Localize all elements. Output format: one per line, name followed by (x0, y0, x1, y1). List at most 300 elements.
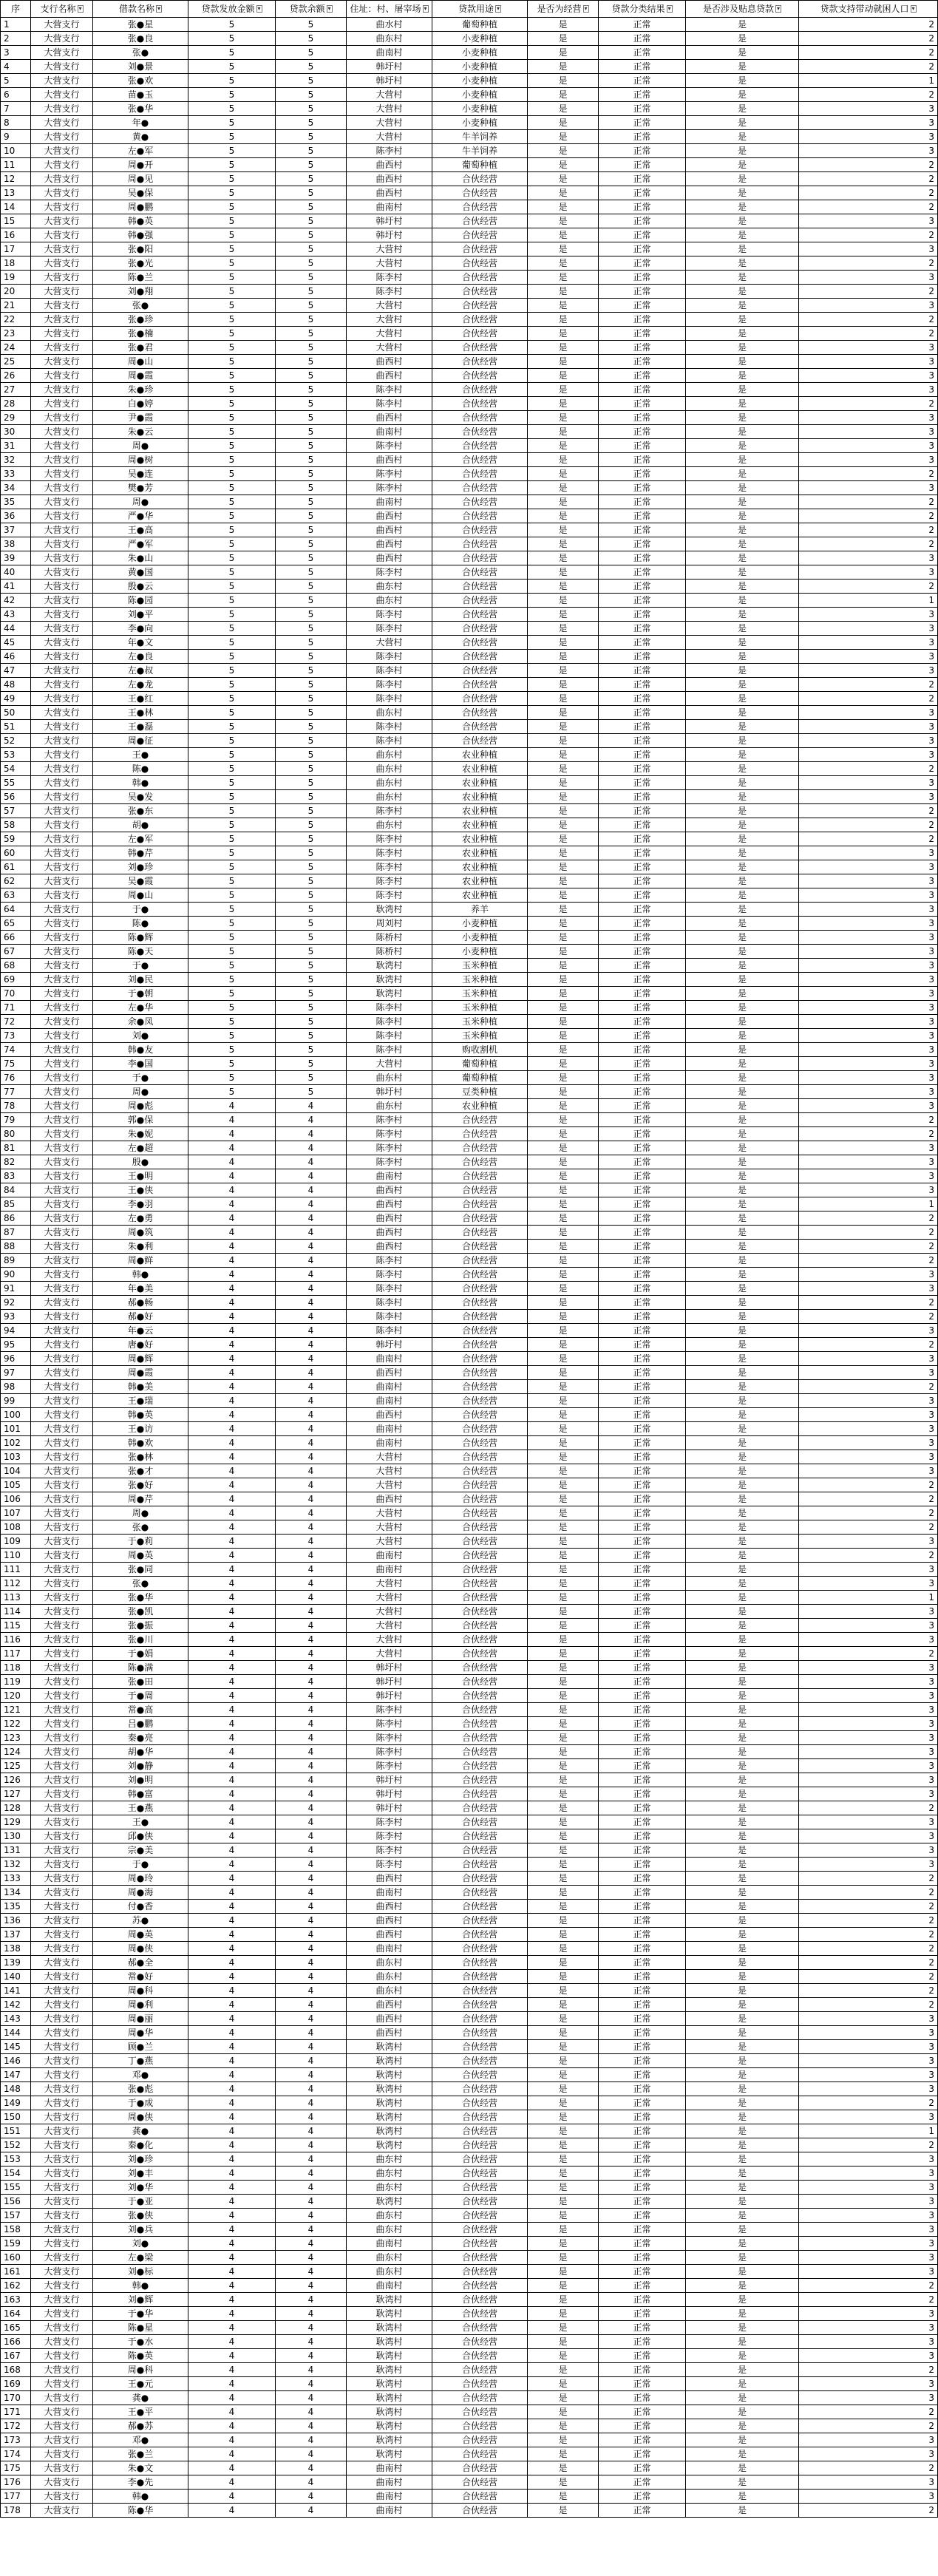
is-business-cell[interactable]: 是 (528, 1071, 599, 1085)
loan-purpose-cell[interactable]: 合伙经营 (432, 2279, 528, 2293)
row-index-cell[interactable]: 150 (1, 2110, 31, 2124)
row-index-cell[interactable]: 71 (1, 1001, 31, 1015)
is-business-cell[interactable]: 是 (528, 551, 599, 565)
row-index-cell[interactable]: 146 (1, 2054, 31, 2068)
is-business-cell[interactable]: 是 (528, 1970, 599, 1984)
loan-amount-cell[interactable]: 5 (188, 74, 276, 88)
loan-balance-cell[interactable]: 5 (276, 1071, 347, 1085)
is-business-cell[interactable]: 是 (528, 1703, 599, 1717)
classification-cell[interactable]: 正常 (599, 565, 686, 580)
borrower-name-cell[interactable]: 陈●辉 (93, 931, 188, 945)
loan-balance-cell[interactable]: 4 (276, 1197, 347, 1211)
loan-balance-cell[interactable]: 4 (276, 1731, 347, 1745)
row-index-cell[interactable]: 107 (1, 1506, 31, 1520)
loan-balance-cell[interactable]: 4 (276, 1605, 347, 1619)
is-business-cell[interactable]: 是 (528, 594, 599, 608)
borrower-name-cell[interactable]: 张●华 (93, 1591, 188, 1605)
is-business-cell[interactable]: 是 (528, 664, 599, 678)
poverty-count-cell[interactable]: 2 (799, 285, 938, 299)
is-subsidized-cell[interactable]: 是 (686, 1211, 799, 1226)
is-business-cell[interactable]: 是 (528, 650, 599, 664)
branch-name-cell[interactable]: 大营支行 (31, 2490, 93, 2504)
village-cell[interactable]: 陈李村 (347, 1282, 432, 1296)
borrower-name-cell[interactable]: 龚● (93, 2124, 188, 2138)
loan-purpose-cell[interactable]: 合伙经营 (432, 2195, 528, 2209)
loan-balance-cell[interactable]: 5 (276, 664, 347, 678)
branch-name-cell[interactable]: 大营支行 (31, 565, 93, 580)
row-index-cell[interactable]: 133 (1, 1872, 31, 1886)
loan-balance-cell[interactable]: 4 (276, 1127, 347, 1141)
village-cell[interactable]: 耿湾村 (347, 2096, 432, 2110)
loan-amount-cell[interactable]: 5 (188, 88, 276, 102)
poverty-count-cell[interactable]: 3 (799, 242, 938, 256)
village-cell[interactable]: 曲南村 (347, 2461, 432, 2475)
is-subsidized-cell[interactable]: 是 (686, 1352, 799, 1366)
classification-cell[interactable]: 正常 (599, 313, 686, 327)
loan-amount-cell[interactable]: 4 (188, 2195, 276, 2209)
is-business-cell[interactable]: 是 (528, 565, 599, 580)
is-business-cell[interactable]: 是 (528, 172, 599, 186)
classification-cell[interactable]: 正常 (599, 818, 686, 832)
loan-amount-cell[interactable]: 5 (188, 397, 276, 411)
village-cell[interactable]: 大营村 (347, 256, 432, 271)
classification-cell[interactable]: 正常 (599, 481, 686, 495)
loan-amount-cell[interactable]: 5 (188, 551, 276, 565)
classification-cell[interactable]: 正常 (599, 692, 686, 706)
branch-name-cell[interactable]: 大营支行 (31, 706, 93, 720)
loan-purpose-cell[interactable]: 合伙经营 (432, 1886, 528, 1900)
loan-purpose-cell[interactable]: 合伙经营 (432, 1942, 528, 1956)
poverty-count-cell[interactable]: 3 (799, 1057, 938, 1071)
borrower-name-cell[interactable]: 吴●发 (93, 790, 188, 804)
loan-balance-cell[interactable]: 4 (276, 1858, 347, 1872)
row-index-cell[interactable]: 87 (1, 1226, 31, 1240)
loan-amount-cell[interactable]: 5 (188, 945, 276, 959)
is-subsidized-cell[interactable]: 是 (686, 2461, 799, 2475)
is-business-cell[interactable]: 是 (528, 1211, 599, 1226)
branch-name-cell[interactable]: 大营支行 (31, 2391, 93, 2405)
borrower-name-cell[interactable]: 于● (93, 959, 188, 973)
classification-cell[interactable]: 正常 (599, 790, 686, 804)
is-business-cell[interactable]: 是 (528, 439, 599, 453)
branch-name-cell[interactable]: 大营支行 (31, 46, 93, 60)
classification-cell[interactable]: 正常 (599, 762, 686, 776)
is-business-cell[interactable]: 是 (528, 2321, 599, 2335)
is-subsidized-cell[interactable]: 是 (686, 397, 799, 411)
poverty-count-cell[interactable]: 3 (799, 2335, 938, 2349)
is-business-cell[interactable]: 是 (528, 1815, 599, 1829)
branch-name-cell[interactable]: 大营支行 (31, 1282, 93, 1296)
row-index-cell[interactable]: 89 (1, 1254, 31, 1268)
is-business-cell[interactable]: 是 (528, 200, 599, 214)
is-business-cell[interactable]: 是 (528, 2405, 599, 2419)
loan-balance-cell[interactable]: 4 (276, 1464, 347, 1478)
is-subsidized-cell[interactable]: 是 (686, 1942, 799, 1956)
loan-amount-cell[interactable]: 5 (188, 1015, 276, 1029)
is-subsidized-cell[interactable]: 是 (686, 1591, 799, 1605)
row-index-cell[interactable]: 9 (1, 130, 31, 144)
branch-name-cell[interactable]: 大营支行 (31, 1689, 93, 1703)
is-subsidized-cell[interactable]: 是 (686, 439, 799, 453)
poverty-count-cell[interactable]: 3 (799, 931, 938, 945)
village-cell[interactable]: 韩圩村 (347, 214, 432, 228)
village-cell[interactable]: 陈李村 (347, 1310, 432, 1324)
branch-name-cell[interactable]: 大营支行 (31, 2181, 93, 2195)
borrower-name-cell[interactable]: 刘●静 (93, 1759, 188, 1773)
loan-amount-cell[interactable]: 5 (188, 636, 276, 650)
branch-name-cell[interactable]: 大营支行 (31, 1183, 93, 1197)
loan-purpose-cell[interactable]: 合伙经营 (432, 692, 528, 706)
classification-cell[interactable]: 正常 (599, 1240, 686, 1254)
poverty-count-cell[interactable]: 2 (799, 1338, 938, 1352)
loan-purpose-cell[interactable]: 合伙经营 (432, 636, 528, 650)
loan-balance-cell[interactable]: 4 (276, 1745, 347, 1759)
loan-purpose-cell[interactable]: 合伙经营 (432, 2124, 528, 2138)
is-business-cell[interactable]: 是 (528, 467, 599, 481)
loan-purpose-cell[interactable]: 合伙经营 (432, 1464, 528, 1478)
is-subsidized-cell[interactable]: 是 (686, 1268, 799, 1282)
is-subsidized-cell[interactable]: 是 (686, 1900, 799, 1914)
borrower-name-cell[interactable]: 丁●燕 (93, 2054, 188, 2068)
village-cell[interactable]: 陈李村 (347, 1745, 432, 1759)
is-subsidized-cell[interactable]: 是 (686, 1282, 799, 1296)
loan-amount-cell[interactable]: 4 (188, 1675, 276, 1689)
loan-amount-cell[interactable]: 5 (188, 18, 276, 32)
poverty-count-cell[interactable]: 3 (799, 973, 938, 987)
row-index-cell[interactable]: 178 (1, 2504, 31, 2518)
classification-cell[interactable]: 正常 (599, 1843, 686, 1858)
is-subsidized-cell[interactable]: 是 (686, 1661, 799, 1675)
poverty-count-cell[interactable]: 2 (799, 1984, 938, 1998)
is-business-cell[interactable]: 是 (528, 2012, 599, 2026)
loan-balance-cell[interactable]: 4 (276, 1563, 347, 1577)
loan-amount-cell[interactable]: 5 (188, 271, 276, 285)
classification-cell[interactable]: 正常 (599, 1183, 686, 1197)
is-subsidized-cell[interactable]: 是 (686, 832, 799, 846)
classification-cell[interactable]: 正常 (599, 2251, 686, 2265)
is-subsidized-cell[interactable]: 是 (686, 383, 799, 397)
branch-name-cell[interactable]: 大营支行 (31, 1661, 93, 1675)
row-index-cell[interactable]: 65 (1, 917, 31, 931)
loan-balance-cell[interactable]: 4 (276, 2321, 347, 2335)
is-business-cell[interactable]: 是 (528, 1464, 599, 1478)
row-index-cell[interactable]: 68 (1, 959, 31, 973)
loan-amount-cell[interactable]: 4 (188, 1296, 276, 1310)
loan-purpose-cell[interactable]: 合伙经营 (432, 523, 528, 537)
filter-dropdown-icon[interactable]: ▾ (911, 5, 915, 12)
is-business-cell[interactable]: 是 (528, 383, 599, 397)
village-cell[interactable]: 陈李村 (347, 1858, 432, 1872)
loan-balance-cell[interactable]: 5 (276, 720, 347, 734)
classification-cell[interactable]: 正常 (599, 130, 686, 144)
loan-balance-cell[interactable]: 4 (276, 1801, 347, 1815)
is-subsidized-cell[interactable]: 是 (686, 2040, 799, 2054)
row-index-cell[interactable]: 164 (1, 2307, 31, 2321)
loan-balance-cell[interactable]: 4 (276, 2012, 347, 2026)
is-business-cell[interactable]: 是 (528, 1900, 599, 1914)
is-business-cell[interactable]: 是 (528, 692, 599, 706)
loan-balance-cell[interactable]: 4 (276, 1942, 347, 1956)
loan-balance-cell[interactable]: 4 (276, 2054, 347, 2068)
is-business-cell[interactable]: 是 (528, 102, 599, 116)
poverty-count-cell[interactable]: 2 (799, 2138, 938, 2152)
classification-cell[interactable]: 正常 (599, 2321, 686, 2335)
is-business-cell[interactable]: 是 (528, 2363, 599, 2377)
borrower-name-cell[interactable]: 胡● (93, 818, 188, 832)
village-cell[interactable]: 陈李村 (347, 565, 432, 580)
borrower-name-cell[interactable]: 周●鹏 (93, 200, 188, 214)
village-cell[interactable]: 曲东村 (347, 818, 432, 832)
loan-purpose-cell[interactable]: 合伙经营 (432, 2447, 528, 2461)
classification-cell[interactable]: 正常 (599, 2335, 686, 2349)
borrower-name-cell[interactable]: 周●海 (93, 1886, 188, 1900)
is-subsidized-cell[interactable]: 是 (686, 1886, 799, 1900)
poverty-count-cell[interactable]: 2 (799, 832, 938, 846)
is-subsidized-cell[interactable]: 是 (686, 1113, 799, 1127)
row-index-cell[interactable]: 13 (1, 186, 31, 200)
borrower-name-cell[interactable]: 周●玲 (93, 1872, 188, 1886)
loan-balance-cell[interactable]: 5 (276, 88, 347, 102)
poverty-count-cell[interactable]: 2 (799, 678, 938, 692)
loan-amount-cell[interactable]: 4 (188, 1211, 276, 1226)
loan-balance-cell[interactable]: 4 (276, 2461, 347, 2475)
is-subsidized-cell[interactable]: 是 (686, 1970, 799, 1984)
loan-purpose-cell[interactable]: 合伙经营 (432, 1970, 528, 1984)
branch-name-cell[interactable]: 大营支行 (31, 299, 93, 313)
classification-cell[interactable]: 正常 (599, 2082, 686, 2096)
is-subsidized-cell[interactable]: 是 (686, 425, 799, 439)
classification-cell[interactable]: 正常 (599, 439, 686, 453)
village-cell[interactable]: 陈李村 (347, 622, 432, 636)
row-index-cell[interactable]: 175 (1, 2461, 31, 2475)
loan-balance-cell[interactable]: 4 (276, 1998, 347, 2012)
row-index-cell[interactable]: 61 (1, 860, 31, 874)
poverty-count-cell[interactable]: 2 (799, 313, 938, 327)
loan-purpose-cell[interactable]: 合伙经营 (432, 341, 528, 355)
borrower-name-cell[interactable]: 陈●满 (93, 1661, 188, 1675)
loan-purpose-cell[interactable]: 养羊 (432, 903, 528, 917)
classification-cell[interactable]: 正常 (599, 678, 686, 692)
loan-purpose-cell[interactable]: 小麦种植 (432, 917, 528, 931)
borrower-name-cell[interactable]: 吕●鹏 (93, 1717, 188, 1731)
loan-purpose-cell[interactable]: 合伙经营 (432, 1928, 528, 1942)
borrower-name-cell[interactable]: 周●山 (93, 355, 188, 369)
branch-name-cell[interactable]: 大营支行 (31, 594, 93, 608)
row-index-cell[interactable]: 124 (1, 1745, 31, 1759)
is-business-cell[interactable]: 是 (528, 411, 599, 425)
classification-cell[interactable]: 正常 (599, 2265, 686, 2279)
is-subsidized-cell[interactable]: 是 (686, 411, 799, 425)
is-business-cell[interactable]: 是 (528, 1577, 599, 1591)
is-business-cell[interactable]: 是 (528, 1099, 599, 1113)
classification-cell[interactable]: 正常 (599, 664, 686, 678)
is-subsidized-cell[interactable]: 是 (686, 214, 799, 228)
loan-purpose-cell[interactable]: 合伙经营 (432, 1914, 528, 1928)
poverty-count-cell[interactable]: 3 (799, 1703, 938, 1717)
classification-cell[interactable]: 正常 (599, 594, 686, 608)
poverty-count-cell[interactable]: 3 (799, 1759, 938, 1773)
borrower-name-cell[interactable]: 周● (93, 439, 188, 453)
loan-purpose-cell[interactable]: 合伙经营 (432, 2209, 528, 2223)
loan-amount-cell[interactable]: 5 (188, 537, 276, 551)
poverty-count-cell[interactable]: 2 (799, 1900, 938, 1914)
classification-cell[interactable]: 正常 (599, 1226, 686, 1240)
borrower-name-cell[interactable]: 刘● (93, 2237, 188, 2251)
loan-purpose-cell[interactable]: 合伙经营 (432, 1703, 528, 1717)
village-cell[interactable]: 曲南村 (347, 2504, 432, 2518)
is-business-cell[interactable]: 是 (528, 1914, 599, 1928)
row-index-cell[interactable]: 58 (1, 818, 31, 832)
branch-name-cell[interactable]: 大营支行 (31, 256, 93, 271)
loan-purpose-cell[interactable]: 合伙经营 (432, 1689, 528, 1703)
loan-amount-cell[interactable]: 5 (188, 186, 276, 200)
loan-balance-cell[interactable]: 4 (276, 1956, 347, 1970)
borrower-name-cell[interactable]: 张● (93, 46, 188, 60)
borrower-name-cell[interactable]: 陈● (93, 917, 188, 931)
loan-amount-cell[interactable]: 4 (188, 1535, 276, 1549)
loan-purpose-cell[interactable]: 合伙经营 (432, 1450, 528, 1464)
borrower-name-cell[interactable]: 郝●全 (93, 1956, 188, 1970)
classification-cell[interactable]: 正常 (599, 1858, 686, 1872)
village-cell[interactable]: 曲西村 (347, 537, 432, 551)
is-business-cell[interactable]: 是 (528, 481, 599, 495)
is-business-cell[interactable]: 是 (528, 1226, 599, 1240)
classification-cell[interactable]: 正常 (599, 2447, 686, 2461)
village-cell[interactable]: 大营村 (347, 1605, 432, 1619)
classification-cell[interactable]: 正常 (599, 917, 686, 931)
loan-purpose-cell[interactable]: 玉米种植 (432, 987, 528, 1001)
loan-balance-cell[interactable]: 5 (276, 762, 347, 776)
loan-purpose-cell[interactable]: 合伙经营 (432, 720, 528, 734)
row-index-cell[interactable]: 136 (1, 1914, 31, 1928)
is-business-cell[interactable]: 是 (528, 2167, 599, 2181)
loan-balance-cell[interactable]: 4 (276, 1268, 347, 1282)
is-business-cell[interactable]: 是 (528, 2461, 599, 2475)
is-subsidized-cell[interactable]: 是 (686, 2349, 799, 2363)
loan-purpose-cell[interactable]: 合伙经营 (432, 172, 528, 186)
poverty-count-cell[interactable]: 2 (799, 397, 938, 411)
loan-purpose-cell[interactable]: 合伙经营 (432, 1338, 528, 1352)
loan-balance-cell[interactable]: 4 (276, 2068, 347, 2082)
loan-amount-cell[interactable]: 4 (188, 2082, 276, 2096)
loan-balance-cell[interactable]: 4 (276, 1886, 347, 1900)
row-index-cell[interactable]: 23 (1, 327, 31, 341)
is-business-cell[interactable]: 是 (528, 1872, 599, 1886)
branch-name-cell[interactable]: 大营支行 (31, 1380, 93, 1394)
poverty-count-cell[interactable]: 2 (799, 2405, 938, 2419)
borrower-name-cell[interactable]: 年●文 (93, 636, 188, 650)
classification-cell[interactable]: 正常 (599, 1254, 686, 1268)
poverty-count-cell[interactable]: 2 (799, 2419, 938, 2433)
village-cell[interactable]: 韩圩村 (347, 74, 432, 88)
is-subsidized-cell[interactable]: 是 (686, 594, 799, 608)
branch-name-cell[interactable]: 大营支行 (31, 369, 93, 383)
village-cell[interactable]: 韩圩村 (347, 1085, 432, 1099)
classification-cell[interactable]: 正常 (599, 551, 686, 565)
is-business-cell[interactable]: 是 (528, 313, 599, 327)
is-subsidized-cell[interactable]: 是 (686, 1001, 799, 1015)
is-subsidized-cell[interactable]: 是 (686, 1015, 799, 1029)
loan-purpose-cell[interactable]: 合伙经营 (432, 594, 528, 608)
branch-name-cell[interactable]: 大营支行 (31, 1914, 93, 1928)
classification-cell[interactable]: 正常 (599, 748, 686, 762)
branch-name-cell[interactable]: 大营支行 (31, 1731, 93, 1745)
loan-balance-cell[interactable]: 5 (276, 622, 347, 636)
loan-purpose-cell[interactable]: 合伙经营 (432, 2504, 528, 2518)
loan-balance-cell[interactable]: 4 (276, 2237, 347, 2251)
poverty-count-cell[interactable]: 3 (799, 1155, 938, 1169)
is-subsidized-cell[interactable]: 是 (686, 2405, 799, 2419)
branch-name-cell[interactable]: 大营支行 (31, 1970, 93, 1984)
row-index-cell[interactable]: 14 (1, 200, 31, 214)
borrower-name-cell[interactable]: 韩●友 (93, 1043, 188, 1057)
poverty-count-cell[interactable]: 3 (799, 1436, 938, 1450)
branch-name-cell[interactable]: 大营支行 (31, 2082, 93, 2096)
row-index-cell[interactable]: 92 (1, 1296, 31, 1310)
is-subsidized-cell[interactable]: 是 (686, 186, 799, 200)
classification-cell[interactable]: 正常 (599, 2181, 686, 2195)
branch-name-cell[interactable]: 大营支行 (31, 1113, 93, 1127)
loan-purpose-cell[interactable]: 合伙经营 (432, 2321, 528, 2335)
loan-purpose-cell[interactable]: 合伙经营 (432, 1872, 528, 1886)
is-subsidized-cell[interactable]: 是 (686, 1563, 799, 1577)
loan-balance-cell[interactable]: 4 (276, 2082, 347, 2096)
poverty-count-cell[interactable]: 3 (799, 1324, 938, 1338)
loan-purpose-cell[interactable]: 合伙经营 (432, 2490, 528, 2504)
branch-name-cell[interactable]: 大营支行 (31, 74, 93, 88)
branch-name-cell[interactable]: 大营支行 (31, 734, 93, 748)
poverty-count-cell[interactable]: 3 (799, 622, 938, 636)
classification-cell[interactable]: 正常 (599, 2307, 686, 2321)
loan-balance-cell[interactable]: 5 (276, 271, 347, 285)
poverty-count-cell[interactable]: 3 (799, 1352, 938, 1366)
classification-cell[interactable]: 正常 (599, 1998, 686, 2012)
loan-balance-cell[interactable]: 5 (276, 818, 347, 832)
is-business-cell[interactable]: 是 (528, 874, 599, 888)
loan-amount-cell[interactable]: 4 (188, 1605, 276, 1619)
borrower-name-cell[interactable]: 尹●霞 (93, 411, 188, 425)
classification-cell[interactable]: 正常 (599, 608, 686, 622)
loan-balance-cell[interactable]: 4 (276, 1970, 347, 1984)
row-index-cell[interactable]: 139 (1, 1956, 31, 1970)
is-subsidized-cell[interactable]: 是 (686, 1928, 799, 1942)
row-index-cell[interactable]: 152 (1, 2138, 31, 2152)
is-business-cell[interactable]: 是 (528, 832, 599, 846)
loan-balance-cell[interactable]: 5 (276, 537, 347, 551)
classification-cell[interactable]: 正常 (599, 1071, 686, 1085)
village-cell[interactable]: 曲西村 (347, 1900, 432, 1914)
loan-purpose-cell[interactable]: 合伙经营 (432, 1380, 528, 1394)
poverty-count-cell[interactable]: 3 (799, 917, 938, 931)
village-cell[interactable]: 耿湾村 (347, 2349, 432, 2363)
village-cell[interactable]: 陈李村 (347, 1043, 432, 1057)
branch-name-cell[interactable]: 大营支行 (31, 846, 93, 860)
is-business-cell[interactable]: 是 (528, 130, 599, 144)
poverty-count-cell[interactable]: 3 (799, 2307, 938, 2321)
borrower-name-cell[interactable]: 李●先 (93, 2475, 188, 2490)
village-cell[interactable]: 陈李村 (347, 1254, 432, 1268)
classification-cell[interactable]: 正常 (599, 1661, 686, 1675)
is-subsidized-cell[interactable]: 是 (686, 1549, 799, 1563)
loan-amount-cell[interactable]: 4 (188, 1998, 276, 2012)
is-business-cell[interactable]: 是 (528, 1141, 599, 1155)
row-index-cell[interactable]: 53 (1, 748, 31, 762)
row-index-cell[interactable]: 119 (1, 1675, 31, 1689)
loan-balance-cell[interactable]: 4 (276, 1928, 347, 1942)
loan-balance-cell[interactable]: 4 (276, 1773, 347, 1787)
branch-name-cell[interactable]: 大营支行 (31, 1900, 93, 1914)
branch-name-cell[interactable]: 大营支行 (31, 2110, 93, 2124)
